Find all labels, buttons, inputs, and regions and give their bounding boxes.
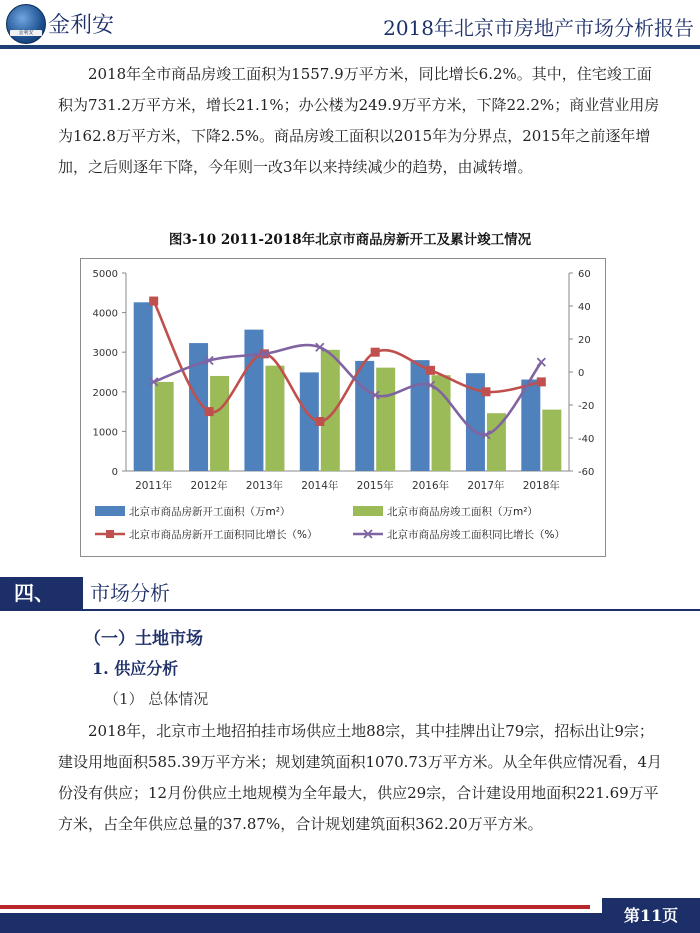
header-divider: [0, 45, 700, 49]
y-tick-label: 4000: [92, 308, 118, 320]
legend-marker: [106, 530, 114, 538]
brand-name: 金利安: [48, 13, 115, 38]
marker-square: [426, 366, 435, 375]
y-tick-label: 0: [111, 467, 118, 478]
chart-svg: [81, 259, 605, 556]
x-tick-label: 2014年: [301, 480, 339, 492]
subsection-heading: （一）土地市场: [84, 629, 203, 649]
chart-container: [80, 258, 606, 557]
bar-new-start: [134, 302, 153, 471]
section-title: 市场分析: [90, 581, 170, 605]
x-tick-label: 2011年: [135, 480, 173, 492]
bar-new-start: [355, 361, 374, 471]
legend-swatch: [353, 506, 383, 516]
bar-completed: [155, 382, 174, 471]
x-tick-label: 2017年: [467, 480, 505, 492]
bar-completed: [432, 375, 451, 471]
y2-tick-label: 40: [578, 302, 591, 313]
legend-label: 北京市商品房竣工面积（万m²）: [387, 506, 538, 518]
x-tick-label: 2015年: [356, 480, 394, 492]
x-tick-label: 2012年: [190, 480, 228, 492]
footer-bar: [0, 913, 700, 933]
x-tick-label: 2013年: [245, 480, 284, 492]
legend-swatch: [95, 506, 125, 516]
bar-completed: [542, 410, 561, 471]
y2-tick-label: -40: [578, 434, 595, 445]
y2-tick-label: 20: [578, 335, 591, 346]
page-number: 第11页: [602, 898, 700, 933]
bar-completed: [376, 368, 395, 471]
legend-label: 北京市商品房新开工面积同比增长（%）: [129, 529, 318, 541]
page-header: [0, 0, 700, 48]
bar-completed: [321, 350, 340, 471]
y-tick-label: 3000: [92, 348, 118, 360]
company-logo: [6, 4, 46, 44]
y2-tick-label: 60: [578, 269, 591, 280]
marker-square: [371, 348, 380, 357]
y-tick-label: 1000: [92, 427, 118, 439]
item-heading: （1） 总体情况: [104, 690, 209, 708]
legend-label: 北京市商品房竣工面积同比增长（%）: [387, 529, 565, 541]
footer-accent: [0, 905, 590, 909]
y2-tick-label: 0: [578, 368, 585, 379]
marker-square: [149, 297, 158, 306]
marker-square: [205, 407, 214, 416]
section-divider: [0, 609, 700, 611]
section-number: 四、: [14, 581, 54, 605]
logo-text: 金利安: [10, 30, 42, 36]
marker-square: [481, 387, 490, 396]
y2-tick-label: -20: [578, 401, 595, 412]
y-tick-label: 2000: [92, 387, 118, 399]
marker-square: [315, 417, 324, 426]
figure-caption: 图3-10 2011-2018年北京市商品房新开工及累计竣工情况: [168, 232, 532, 248]
x-tick-label: 2018年: [522, 480, 560, 492]
marker-square: [537, 377, 546, 386]
bar-new-start: [521, 380, 540, 471]
x-tick-label: 2016年: [411, 480, 450, 492]
land-paragraph: 2018年，北京市土地招拍挂市场供应土地88宗，其中挂牌出让79宗，招标出让9宗；建设用地面积585.39万平方米；规划建筑面积1070.73万平方米。从全年供应情况看，4月份没有供应；12月份供应土地规模为全年最大，供应29宗，合计建设用地面积221.69万平方米，占全年供应总量的37.87%，合计规划建筑面积362.20万平方米。: [58, 722, 663, 833]
intro-paragraph: 2018年全市商品房竣工面积为1557.9万平方米，同比增长6.2%。其中，住宅竣工面积为731.2万平方米，增长21.1%；办公楼为249.9万平方米，下降22.2%；商业营业用房为162.8万平方米，下降2.5%。商品房竣工面积以2015年为分界点，2015年之前逐年增加，之后则逐年下降，今年则一改3年以来持续减少的趋势，由减转增。: [58, 65, 660, 176]
y-tick-label: 5000: [92, 269, 118, 280]
report-title: 2018年北京市房地产市场分析报告: [383, 16, 694, 40]
bar-new-start: [411, 360, 430, 471]
legend-label: 北京市商品房新开工面积（万m²）: [129, 506, 291, 518]
bar-completed: [210, 376, 229, 471]
y2-tick-label: -60: [578, 467, 595, 478]
subsubsection-heading: 1. 供应分析: [92, 659, 179, 678]
bar-completed: [265, 366, 284, 471]
